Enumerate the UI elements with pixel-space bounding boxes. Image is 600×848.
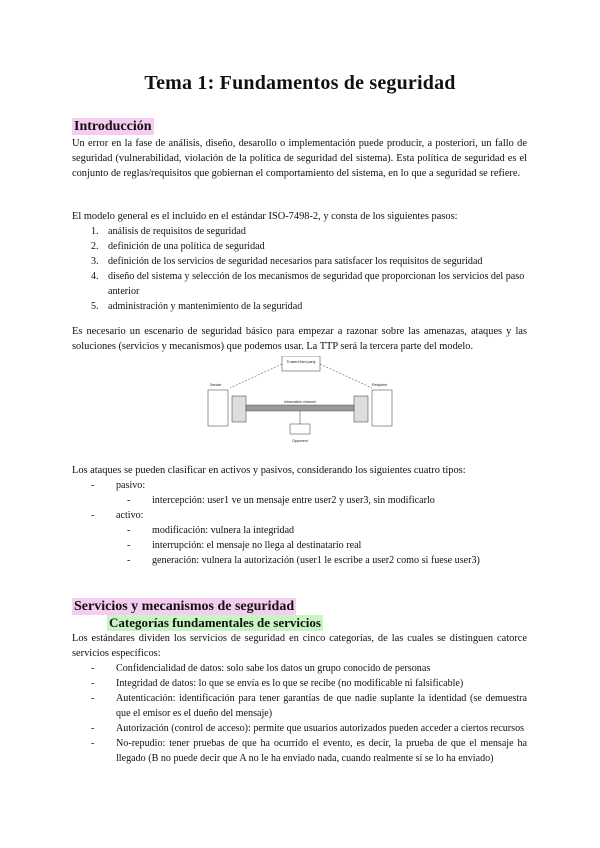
services-list bbox=[91, 661, 527, 766]
channel-label: Information channel bbox=[284, 400, 316, 404]
opponent-box bbox=[290, 424, 310, 434]
intro-paragraph-2: El modelo general es el incluido en el estándar ISO-7498-2, y consta de los siguientes pasos: bbox=[72, 211, 458, 222]
list-item: 3. definición de los servicios de seguridad necesarios para satisfacer los requisitos de seguridad bbox=[91, 256, 483, 267]
ttp-link-left bbox=[230, 364, 282, 388]
security-model-diagram bbox=[200, 356, 400, 456]
model-steps-list bbox=[91, 224, 527, 314]
services-paragraph-1: Los estándares dividen los servicios de seguridad en cinco categorías, de las cuales se distinguen catorce servicios específicos: bbox=[72, 633, 527, 659]
opponent-label: Opponent bbox=[292, 439, 308, 443]
ttp-label: Trusted third party bbox=[286, 360, 316, 364]
list-item: - modificación: vulnera la integridad bbox=[127, 525, 295, 536]
page-title: Tema 1: Fundamentos de seguridad bbox=[144, 72, 456, 94]
subsection-heading-categories: Categorías fundamentales de servicios bbox=[109, 615, 321, 630]
list-item: 5. administración y mantenimiento de la seguridad bbox=[91, 301, 303, 312]
list-item: 2. definición de una política de seguridad bbox=[91, 241, 265, 252]
list-item: - Autorización (control de acceso): permite que usuarios autorizados pueden acceder a ciertos recursos bbox=[91, 723, 525, 734]
list-item: - generación: vulnera la autorización (user1 le escribe a user2 como si fuese user3) bbox=[127, 555, 480, 566]
sender-box bbox=[208, 390, 228, 426]
ttp-link-right bbox=[320, 364, 372, 388]
list-item: - intercepción: user1 ve un mensaje entre user2 y user3, sin modificarlo bbox=[127, 495, 435, 506]
list-item: - Autenticación: identificación para tener garantías de que nadie suplante la identidad (se demuestra que el emisor es el dueño del mensaje) bbox=[91, 693, 527, 719]
sender-transform bbox=[232, 396, 246, 422]
recipient-label: Recipient bbox=[372, 383, 387, 387]
section-heading-intro: Introducción bbox=[74, 119, 152, 134]
list-item: - No-repudio: tener pruebas de que ha ocurrido el evento, es decir, la prueba de que el mensaje ha llegado (B no puede decir que A no le ha enviado nada, cuando realmente sí se lo ha enviado) bbox=[91, 738, 527, 764]
channel-bar bbox=[246, 405, 354, 411]
list-item: - interrupción: el mensaje no llega al destinatario real bbox=[127, 540, 362, 551]
intro-paragraph-3: Es necesario un escenario de seguridad básico para empezar a razonar sobre las amenazas, ataques y las soluciones (servicios y mecanismos) que podemos usar. La TTP será la tercera parte del modelo. bbox=[72, 326, 527, 352]
list-item: 4. diseño del sistema y selección de los mecanismos de seguridad que proporcionan los servicios del paso anterior bbox=[91, 271, 525, 297]
attack-types-list bbox=[91, 478, 527, 568]
list-item: 1. análisis de requisitos de seguridad bbox=[91, 226, 246, 237]
recipient-transform bbox=[354, 396, 368, 422]
list-item: - activo: bbox=[91, 510, 144, 521]
list-item: - Integridad de datos: lo que se envía es lo que se recibe (no modificable ni falsificable) bbox=[91, 678, 464, 689]
section-heading-services: Servicios y mecanismos de seguridad bbox=[74, 599, 295, 614]
intro-paragraph-1: Un error en la fase de análisis, diseño, desarollo o implementación puede producir, a posteriori, un fallo de seguridad (vulnerabilidad, violación de la política de seguridad del sistema). Esta política de seguridad es el conjunto de reglas/requisitos que gobiernan el comportamiento del sistema, en lo que a seguridad se refiere. bbox=[72, 138, 527, 179]
recipient-box bbox=[372, 390, 392, 426]
list-item: - pasivo: bbox=[91, 480, 146, 491]
intro-paragraph-4: Los ataques se pueden clasificar en activos y pasivos, considerando los siguientes cuatro tipos: bbox=[72, 465, 466, 476]
sender-label: Sender bbox=[210, 383, 222, 387]
list-item: - Confidencialidad de datos: solo sabe los datos un grupo conocido de personas bbox=[91, 663, 431, 674]
